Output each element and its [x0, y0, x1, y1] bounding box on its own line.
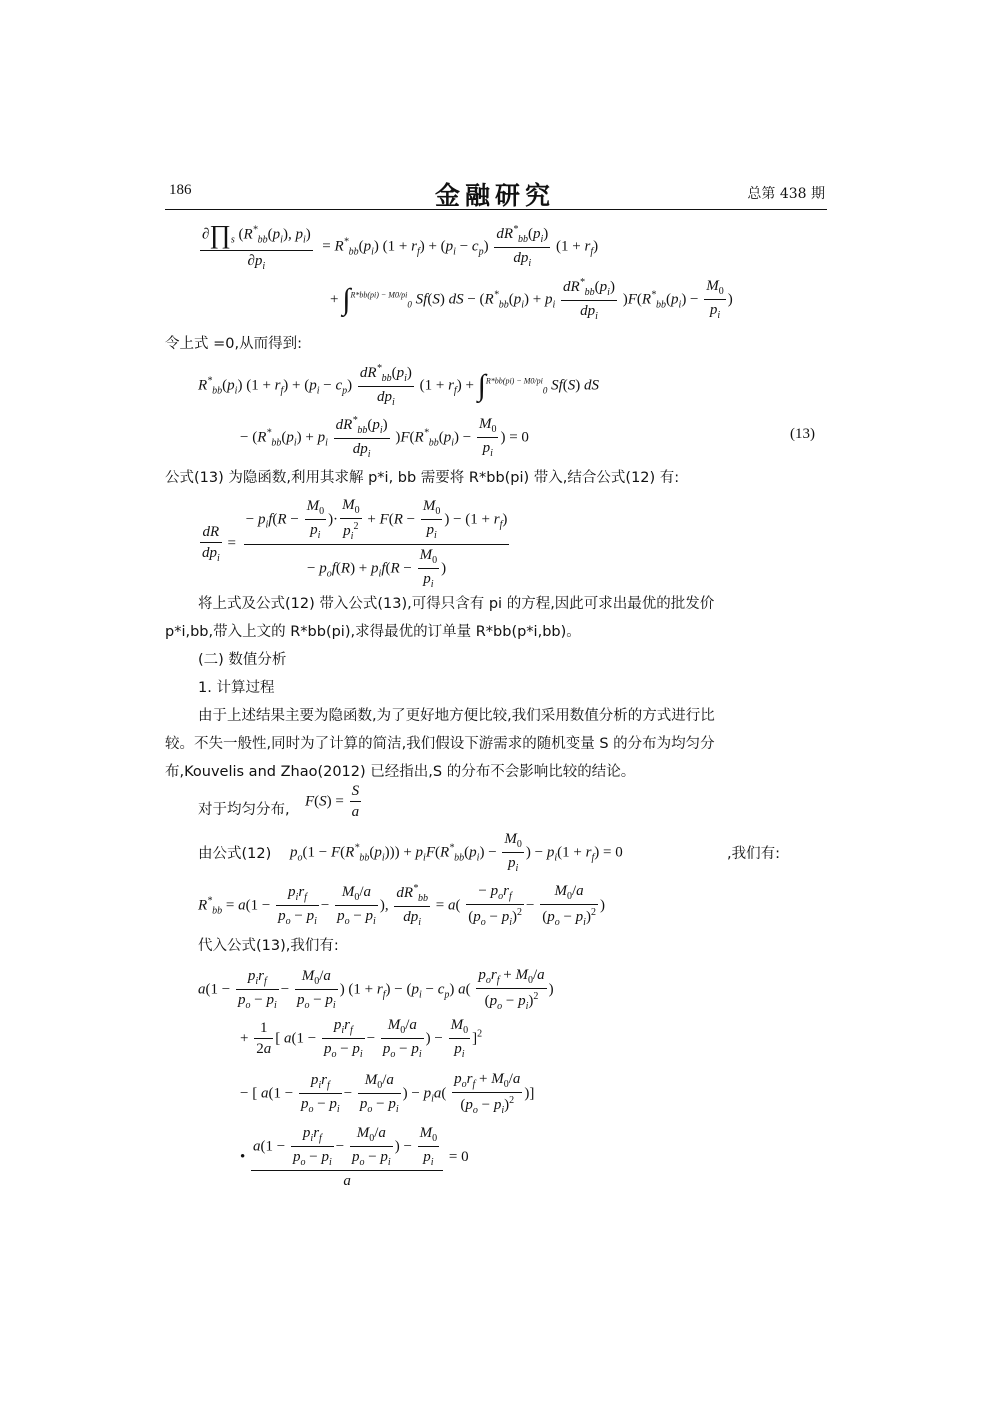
running-header — [165, 176, 825, 210]
section-title: (二) 数值分析 — [198, 652, 287, 668]
final-equation-line-1: a(1 − $\frac{p_ir_f}{p_o - p_i}$ − $\frac{M_0/a}{p_o - p_i}$ ) $(1 + r_f) - (p_i - c_p)$ a( $\frac{p_or_f + M_0/a}{(p_o - p_i)^2}$ ) — [198, 967, 554, 1012]
formula-12-condition: $p_o(1 - F(R^*_{bb}(p_i))) + p_iF(R^*_{bb}(p_i)$ − $\frac{M_0}{p_i}$ ) − $p_i(1 + r_f) = 0$ — [290, 831, 623, 874]
paragraph-substitute-line-2: p*i,bb,带入上文的 R*bb(pi),求得最优的订单量 R*bb(p*i,bb)。 — [165, 624, 581, 640]
paragraph-from-12: 由公式(12) — [198, 846, 272, 862]
paragraph-numeric-line-2: 较。不失一般性,同时为了计算的简洁,我们假设下游需求的随机变量 S 的分布为均匀分 — [165, 736, 715, 752]
equation-13-number: (13) — [790, 426, 815, 442]
final-equation-line-3: − [ a(1 − $\frac{p_ir_f}{p_o - p_i}$ − $\frac{M_0/a}{p_o - p_i}$ ) − $p_ia$( $\frac{p_or_f + M_0/a}{(p_o - p_i)^2}$ )] — [240, 1071, 535, 1116]
final-equation-line-2: + $\frac{1}{2a}$ [ a(1 − $\frac{p_ir_f}{p_o - p_i}$ − $\frac{M_0/a}{p_o - p_i}$ ) − $\frac{M_0}{p_i}$ ]$^2$ — [240, 1017, 483, 1060]
issue-number: 总第 438 期 — [747, 186, 825, 202]
subsection-title: 1. 计算过程 — [198, 680, 275, 696]
header-rule — [165, 209, 827, 210]
paragraph-numeric-line-1: 由于上述结果主要为隐函数,为了更好地方便比较,我们采用数值分析的方式进行比 — [198, 708, 715, 724]
dr-dp-equation: $\frac{dR}{dp_i}$ = − $p_if(R$ − $\frac{M_0}{p_i}$ )· $\frac{M_0}{p_i^2}$ + F(R − $\frac{M_0}{p_i}$ ) − $(1 + r_f)$ − $p_of(R) + p_if(R$ − $\frac{M_0}{p_i}$ ) — [202, 497, 508, 590]
paragraph-from-12-tail: ,我们有: — [727, 846, 780, 862]
paragraph-set-zero: 令上式 =0,从而得到: — [165, 336, 302, 352]
equation-13-line-2: − ($R^*_{bb}(p_i) + p_i$ $\frac{dR^*_{bb}(p_i)}{dp_i}$ )$F(R^*_{bb}(p_i)$ − $\frac{M_0}{p_i}$ ) = 0 — [240, 415, 529, 460]
derivative-equation-line-1: $\frac{\partial\prod_s (R^*_{bb}(p_i), p_i)}{\partial p_i}$ = $R^*_{bb}(p_i) (1 + r_f) + (p_i - c_p)$ $\frac{dR^*_{bb}(p_i)}{dp_i}$ $(1 + r_f)$ — [202, 220, 599, 272]
page-number: 186 — [169, 182, 192, 198]
paragraph-uniform: 对于均匀分布, — [198, 802, 290, 818]
derivative-equation-line-2: + ∫$^{R*bb(pi) - M0/pi}_0$ Sf(S) dS − ($R^*_{bb}(p_i) + p_i$ $\frac{dR^*_{bb}(p_i)}{dp_i}$ )$F(R^*_{bb}(p_i)$ − $\frac{M_0}{p_i}$ ) — [330, 277, 733, 322]
paragraph-plug: 代入公式(13),我们有: — [198, 938, 339, 954]
uniform-cdf-equation: F(S) = $\frac{S}{a}$ — [305, 783, 360, 820]
paragraph-substitute-line-1: 将上式及公式(12) 带入公式(13),可得只含有 pi 的方程,因此可求出最优的批发价 — [198, 596, 715, 612]
journal-name: 金融研究 — [434, 181, 555, 210]
final-equation-line-4: • a(1 − $\frac{p_ir_f}{p_o - p_i}$ − $\frac{M_0/a}{p_o - p_i}$ ) − $\frac{M_0}{p_i}$ a = 0 — [240, 1125, 469, 1189]
r-star-expression: $R^*_{bb} = a(1$ − $\frac{p_ir_f}{p_o - p_i}$ − $\frac{M_0/a}{p_o - p_i}$ ), $\frac{dR^*_{bb}}{dp_i}$ = a( $\frac{- p_or_f}{(p_o - p_i)^2}$ − $\frac{M_0/a}{(p_o - p_i)^2}$ ) — [198, 883, 605, 928]
equation-13-line-1: $R^*_{bb}(p_i) (1 + r_f) + (p_i - c_p)$ $\frac{dR^*_{bb}(p_i)}{dp_i}$ $(1 + r_f) + \int^{R*bb(pi) - M0/pi}_0$ Sf(S) dS — [198, 363, 600, 408]
paragraph-implicit: 公式(13) 为隐函数,利用其求解 p*i, bb 需要将 R*bb(pi) 带入,结合公式(12) 有: — [165, 470, 680, 486]
paragraph-numeric-line-3: 布,Kouvelis and Zhao(2012) 已经指出,S 的分布不会影响比较的结论。 — [165, 764, 636, 780]
